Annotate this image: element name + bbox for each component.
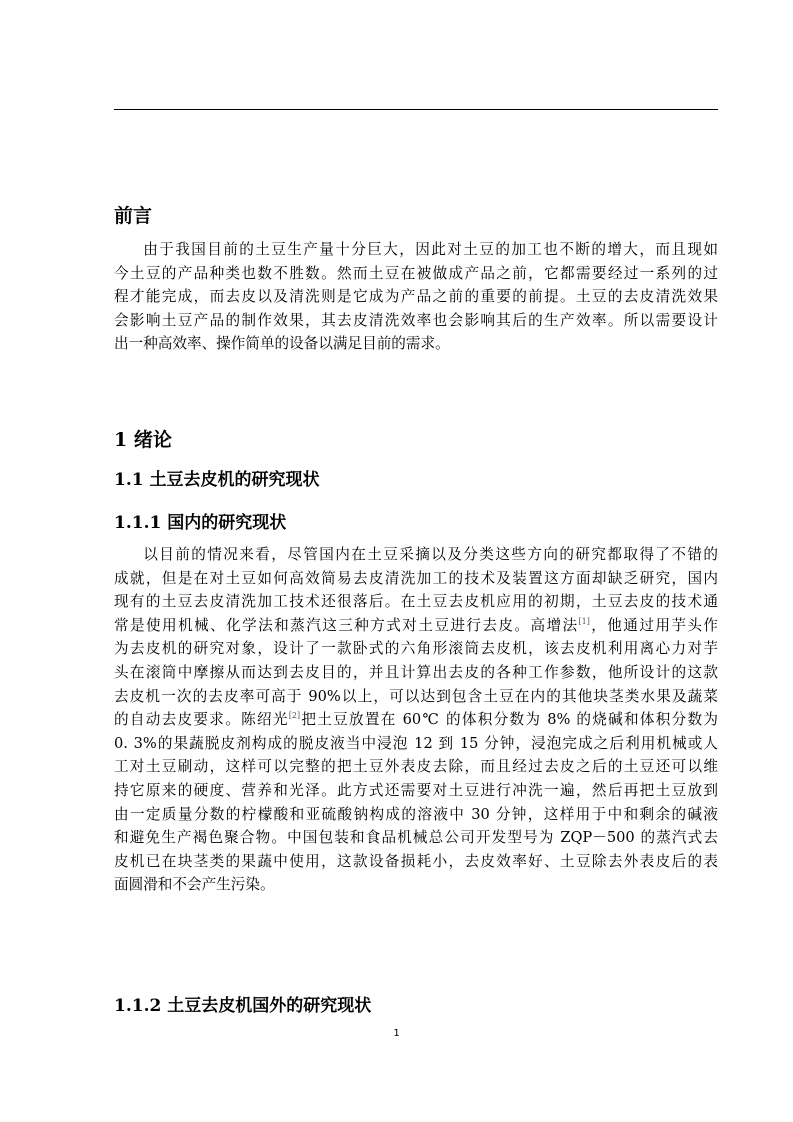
body-line: 和避免生产褐色聚合物。中国包装和食品机械总公司开发型号为 ZQP－500 的蒸汽式去 bbox=[114, 829, 718, 847]
section-1-1-2-heading: 1.1.2 土豆去皮机国外的研究现状 bbox=[114, 996, 372, 1016]
section-1-1-heading: 1.1 土豆去皮机的研究现状 bbox=[114, 470, 320, 490]
body-line: 去皮机一次的去皮率可高于 90%以上，可以达到包含土豆在内的其他块茎类水果及蔬菜 bbox=[114, 687, 718, 705]
preface-line: 会影响土豆产品的制作效果，其去皮清洗效率也会影响其后的生产效率。所以需要设计 bbox=[114, 311, 718, 329]
chapter-1-heading: 1 绪论 bbox=[114, 429, 172, 451]
body-line-text: 的自动去皮要求。陈绍光 bbox=[114, 711, 289, 729]
citation-ref-2[interactable]: [2] bbox=[288, 711, 301, 721]
body-line bbox=[114, 708, 718, 732]
preface-paragraph bbox=[114, 238, 718, 356]
preface-line: 由于我国目前的土豆生产量十分巨大，因此对土豆的加工也不断的增大，而且现如 bbox=[143, 241, 718, 258]
body-line: 0. 3%的果蔬脱皮剂构成的脱皮液当中浸泡 12 到 15 分钟，浸泡完成之后利用机械或人 bbox=[114, 734, 718, 752]
body-line: 面圆滑和不会产生污染。 bbox=[114, 876, 275, 894]
body-line-text: ，他通过用芋头作 bbox=[589, 616, 718, 634]
body-line: 现有的土豆去皮清洗加工技术还很落后。在土豆去皮机应用的初期，土豆去皮的技术通 bbox=[114, 593, 718, 611]
body-line: 持它原来的硬度、营养和光泽。此方式还需要对土豆进行冲洗一遍，然后再把土豆放到 bbox=[114, 781, 718, 799]
body-line-text: 把土豆放置在 60℃ 的体积分数为 8% 的烧碱和体积分数为 bbox=[300, 711, 718, 729]
body-line: 工对土豆刷动，这样可以完整的把土豆外表皮去除，而且经过去皮之后的土豆还可以维 bbox=[114, 758, 718, 776]
domestic-research-paragraph bbox=[114, 543, 718, 897]
body-line: 皮机已在块茎类的果蔬中使用，这款设备损耗小，去皮效率好、土豆除去外表皮后的表 bbox=[114, 852, 718, 870]
body-line: 头在滚筒中摩擦从而达到去皮目的，并且计算出去皮的各种工作参数，他所设计的这款 bbox=[114, 663, 718, 681]
body-line bbox=[114, 614, 718, 638]
body-line-text: 常是使用机械、化学法和蒸汽这三种方式对土豆进行去皮。高增法 bbox=[114, 616, 579, 634]
body-line: 以目前的情况来看，尽管国内在土豆采摘以及分类这些方向的研究都取得了不错的 bbox=[143, 546, 718, 563]
preface-line: 今土豆的产品种类也数不胜数。然而土豆在被做成产品之前，它都需要经过一系列的过 bbox=[114, 264, 718, 282]
citation-ref-1[interactable]: [1] bbox=[578, 616, 590, 626]
header-rule bbox=[114, 109, 718, 110]
preface-line: 程才能完成，而去皮以及清洗则是它成为产品之前的重要的前提。土豆的去皮清洗效果 bbox=[114, 288, 718, 306]
page-number: 1 bbox=[393, 1028, 400, 1039]
body-line: 为去皮机的研究对象，设计了一款卧式的六角形滚筒去皮机，该去皮机利用离心力对芋 bbox=[114, 640, 718, 658]
preface-line: 出一种高效率、操作简单的设备以满足目前的需求。 bbox=[114, 335, 450, 353]
preface-heading: 前言 bbox=[114, 205, 153, 227]
section-1-1-1-heading: 1.1.1 国内的研究现状 bbox=[114, 513, 287, 533]
body-line: 成就，但是在对土豆如何高效简易去皮清洗加工的技术及装置这方面却缺乏研究，国内 bbox=[114, 569, 718, 587]
body-line: 由一定质量分数的柠檬酸和亚硫酸钠构成的溶液中 30 分钟，这样用于中和剩余的碱液 bbox=[114, 805, 718, 823]
